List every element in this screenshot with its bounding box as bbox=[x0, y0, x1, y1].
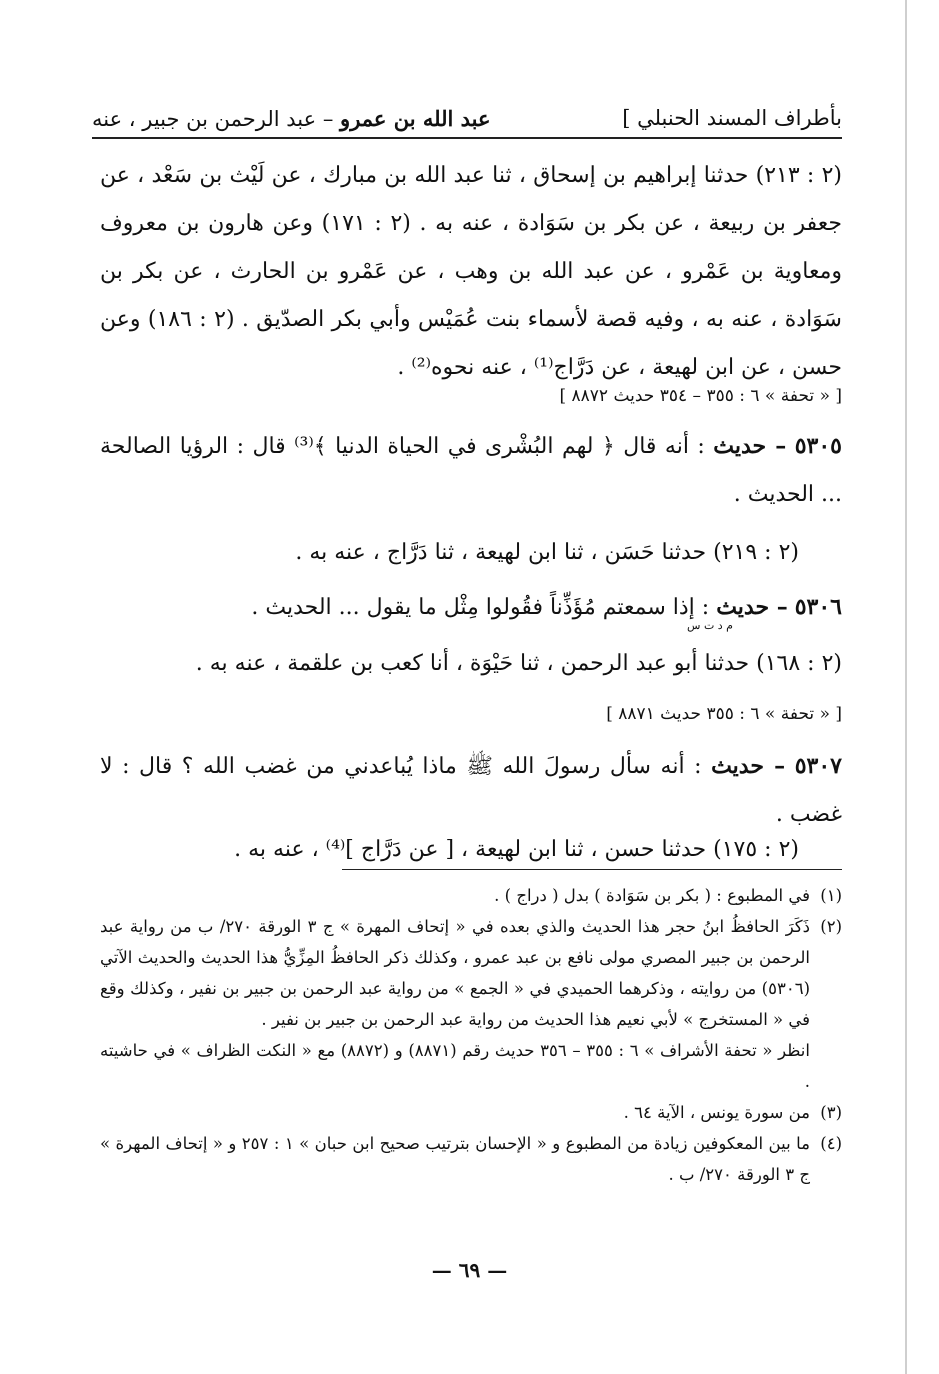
hadith-5307-source: (٢ : ١٧٥) حدثنا حسن ، ثنا ابن لهيعة ، [ عن دَرَّاج ]⁽⁴⁾ ، عنه به . bbox=[234, 837, 799, 862]
header-book-title: بأطراف المسند الحنبلي ] bbox=[622, 106, 842, 130]
hadith-number: ٥٣٠٥ bbox=[794, 433, 842, 459]
footnote-number: (٣) bbox=[820, 1103, 842, 1122]
hadith-text: : إذا سمعتم مُؤَذِّناً فقُولوا مِثْل ما يقول ... الحديث . bbox=[251, 595, 710, 620]
hadith-text: : أنه سأل رسولَ الله ﷺ ماذا يُباعدني من غضب الله ؟ قال : لا غضب . bbox=[100, 754, 842, 827]
hadith-5306-source: (٢ : ١٦٨) حدثنا أبو عبد الرحمن ، ثنا حَيْوَة ، أنا كعب بن علقمة ، عنه به . bbox=[195, 651, 842, 676]
header-chapter-subtitle: – عبد الرحمن بن جبير ، عنه bbox=[92, 106, 334, 131]
hadith-5305-source: (٢ : ٢١٩) حدثنا حَسَن ، ثنا ابن لهيعة ، ثنا دَرَّاج ، عنه به . bbox=[295, 540, 799, 565]
footnotes bbox=[100, 880, 842, 1190]
running-header bbox=[92, 96, 842, 140]
hadith-5305 bbox=[100, 422, 842, 519]
hadith-text: : أنه قال ﴿ لهم البُشْرى في الحياة الدنيا ﴾⁽³⁾ قال : الرؤيا الصالحة ... الحديث . bbox=[100, 434, 842, 507]
page-edge-line bbox=[905, 0, 907, 1374]
hadith-number: ٥٣٠٦ bbox=[794, 594, 842, 620]
tuhfa-reference: [ « تحفة » ٦ : ٣٥٥ حديث ٨٨٧١ ] bbox=[606, 704, 842, 724]
hadith-keyword: – حديث bbox=[716, 594, 788, 620]
footnote-rule bbox=[342, 869, 842, 870]
page-number: — ٦٩ — bbox=[431, 1258, 508, 1282]
footnote-text: ما بين المعكوفين زيادة من المطبوع و « الإحسان بترتيب صحيح ابن حبان » ١ : ٢٥٧ و « إتحاف المهرة » ج ٣ الورقة ٢٧٠/ ب . bbox=[100, 1134, 810, 1184]
footnote-number: (٤) bbox=[820, 1134, 842, 1153]
footnote-text: في المطبوع : ( بكر بن سَوَادة ) بدل ( دراج ) . bbox=[494, 886, 810, 905]
footnote-3 bbox=[100, 1097, 842, 1128]
footnote-1 bbox=[100, 880, 842, 911]
isnad-paragraph: (٢ : ٢١٣) حدثنا إبراهيم بن إسحاق ، ثنا عبد الله بن مبارك ، عن لَيْث بن سَعْد ، عن جعفر بن ربيعة ، عن بكر بن سَوَادة ، عنه به . (٢ : ١٧١) وعن هارون بن معروف ومعاوية بن عَمْرو ، عن عبد الله بن وهب ، عن عَمْرو بن الحارث ، عن بكر بن سَوَادة ، عنه به ، وفيه قصة لأسماء بنت عُمَيْس وأبي بكر الصدّيق . (٢ : ١٨٦) وعن حسن ، عن ابن لهيعة ، عن دَرَّاج⁽¹⁾ ، عنه نحوه⁽²⁾ . bbox=[100, 163, 842, 380]
header-rule bbox=[92, 137, 842, 139]
hadith-keyword: – حديث bbox=[713, 433, 787, 459]
hadith-keyword: – حديث bbox=[711, 753, 786, 779]
footnote-text: ذَكَرَ الحافظُ ابنُ حجر هذا الحديث والذي بعده في « إتحاف المهرة » ج ٣ الورقة ٢٧٠/ ب من رواية عبد الرحمن بن جبير المصري مولى نافع بن عبد عمرو ، وكذلك ذكر الحافظُ المِزِّيُّ هذا الحديث والحديث الآتي (٥٣٠٦) من روايته ، وذكرهما الحميدي في « الجمع » من رواية عبد الرحمن بن جبير بن نفير ، وكذلك وقع في « المستخرج » لأبي نعيم هذا الحديث من رواية عبد الرحمن بن جبير بن نفير . bbox=[100, 917, 811, 1029]
hadith-sigla: م د ت س bbox=[687, 619, 733, 632]
hadith-5307 bbox=[100, 742, 842, 839]
footnote-text: من سورة يونس ، الآية ٦٤ . bbox=[623, 1103, 810, 1122]
header-chapter bbox=[92, 106, 491, 131]
header-chapter-title: عبد الله بن عمرو bbox=[340, 105, 491, 131]
footnote-2 bbox=[100, 911, 842, 1035]
tuhfa-reference: [ « تحفة » ٦ : ٣٥٥ – ٣٥٤ حديث ٨٨٧٢ ] bbox=[559, 386, 842, 406]
hadith-number: ٥٣٠٧ bbox=[794, 753, 842, 779]
footnote-4 bbox=[100, 1128, 842, 1190]
footnote-number: (٢) bbox=[820, 917, 842, 936]
footnote-number: (١) bbox=[820, 886, 842, 905]
footnote-2-note: انظر « تحفة الأشراف » ٦ : ٣٥٥ – ٣٥٦ حديث رقم (٨٨٧١) و (٨٨٧٢) مع « النكت الظراف » في حاشيته . bbox=[100, 1041, 810, 1091]
